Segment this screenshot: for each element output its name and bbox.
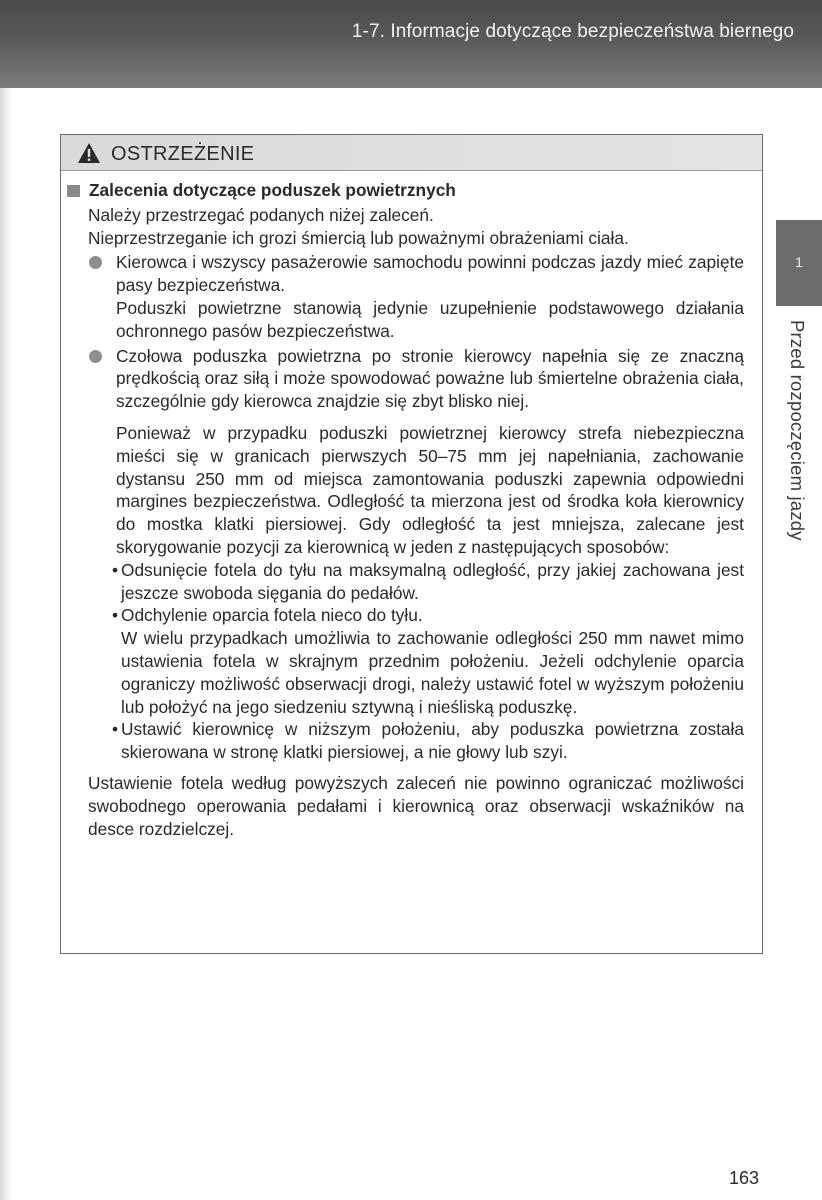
chapter-number: 1 <box>795 254 803 270</box>
chapter-title-vertical: Przed rozpoczęciem jazdy <box>787 320 808 541</box>
warning-box <box>60 134 763 954</box>
warning-triangle-icon <box>77 142 101 164</box>
closing-paragraph: Ustawienie fotela według powyższych zaleceń nie powinno ograniczać możliwości swobodnego operowania pedałami i kierownicą oraz obserwacji wskaźników na desce rozdzielczej. <box>88 772 744 839</box>
sub-list-item <box>61 559 762 605</box>
bullet-continuation: Poduszki powietrzne stanowią jedynie uzupełnienie podstawowego działania ochronnego pasów bezpieczeństwa. <box>116 297 744 341</box>
round-bullet-icon <box>89 350 102 363</box>
sub-bullet-marker: • <box>112 719 119 740</box>
intro-line-2: Nieprzestrzeganie ich grozi śmiercią lub poważnymi obrażeniami ciała. <box>88 227 629 248</box>
square-bullet-icon <box>67 185 80 197</box>
warning-header <box>61 135 762 171</box>
bullet-text: Kierowca i wszyscy pasażerowie samochodu powinni podczas jazdy mieć zapięte pasy bezpieczeństwa. <box>116 252 744 296</box>
section-heading: 1-7. Informacje dotyczące bezpieczeństwa biernego <box>351 21 794 42</box>
subsection-title <box>61 179 762 202</box>
sub-list-item <box>61 718 762 764</box>
sub-item-continuation: W wielu przypadkach umożliwia to zachowanie odległości 250 mm nawet mimo ustawienia fotela w skrajnym przednim położeniu. Jeżeli odchylenie oparcia ograniczy możliwość obserwacji drogi, należy ustawić fotel w wyższym położeniu lub położyć na jego siedzeniu sztywną i nieśliską poduszkę. <box>121 628 744 717</box>
chapter-tab <box>776 220 822 306</box>
sub-bullet-marker: • <box>112 605 119 626</box>
page-header <box>0 0 822 88</box>
sub-list-item <box>61 604 762 627</box>
sub-item-text: Odchylenie oparcia fotela nieco do tyłu. <box>121 605 423 626</box>
list-item <box>61 345 762 413</box>
subsection-title-text: Zalecenia dotyczące poduszek powietrznych <box>89 180 456 200</box>
intro-line-1: Należy przestrzegać podanych niżej zaleceń. <box>88 204 434 225</box>
warning-label: OSTRZEŻENIE <box>111 143 255 165</box>
bullet-text: Czołowa poduszka powietrzna po stronie kierowcy napełnia się ze znaczną prędkością oraz siłą i może spowodować poważne lub śmiertelne obrażenia ciała, szczególnie gdy kierowca znajdzie się zbyt blisko niej. <box>116 345 744 412</box>
warning-content <box>61 179 762 840</box>
sub-item-text: Ustawić kierownicę w niższym położeniu, aby poduszka powietrzna została skierowana w stronę klatki piersiowej, a nie głowy lub szyi. <box>121 719 744 763</box>
bullet-paragraph: Ponieważ w przypadku poduszki powietrznej kierowcy strefa niebezpieczna mieści się w granicach pierwszych 50–75 mm jej napełniania, zachowanie dystansu 250 mm od miejsca zamontowania poduszki zapewnia odpowiedni margines bezpieczeństwa. Odległość ta mierzona jest od środka koła kierownicy do mostka klatki piersiowej. Gdy odległość ta jest mniejsza, zalecane jest skorygowanie pozycji za kierownicą w jeden z następujących sposobów: <box>116 422 744 557</box>
sub-item-text: Odsunięcie fotela do tyłu na maksymalną odległość, przy jakiej zachowana jest jeszcze swoboda sięgania do pedałów. <box>121 559 744 603</box>
sub-bullet-marker: • <box>112 559 119 580</box>
list-item <box>61 251 762 297</box>
round-bullet-icon <box>89 256 102 269</box>
page-edge-shadow <box>0 0 12 1200</box>
page-number: 163 <box>729 1168 760 1188</box>
